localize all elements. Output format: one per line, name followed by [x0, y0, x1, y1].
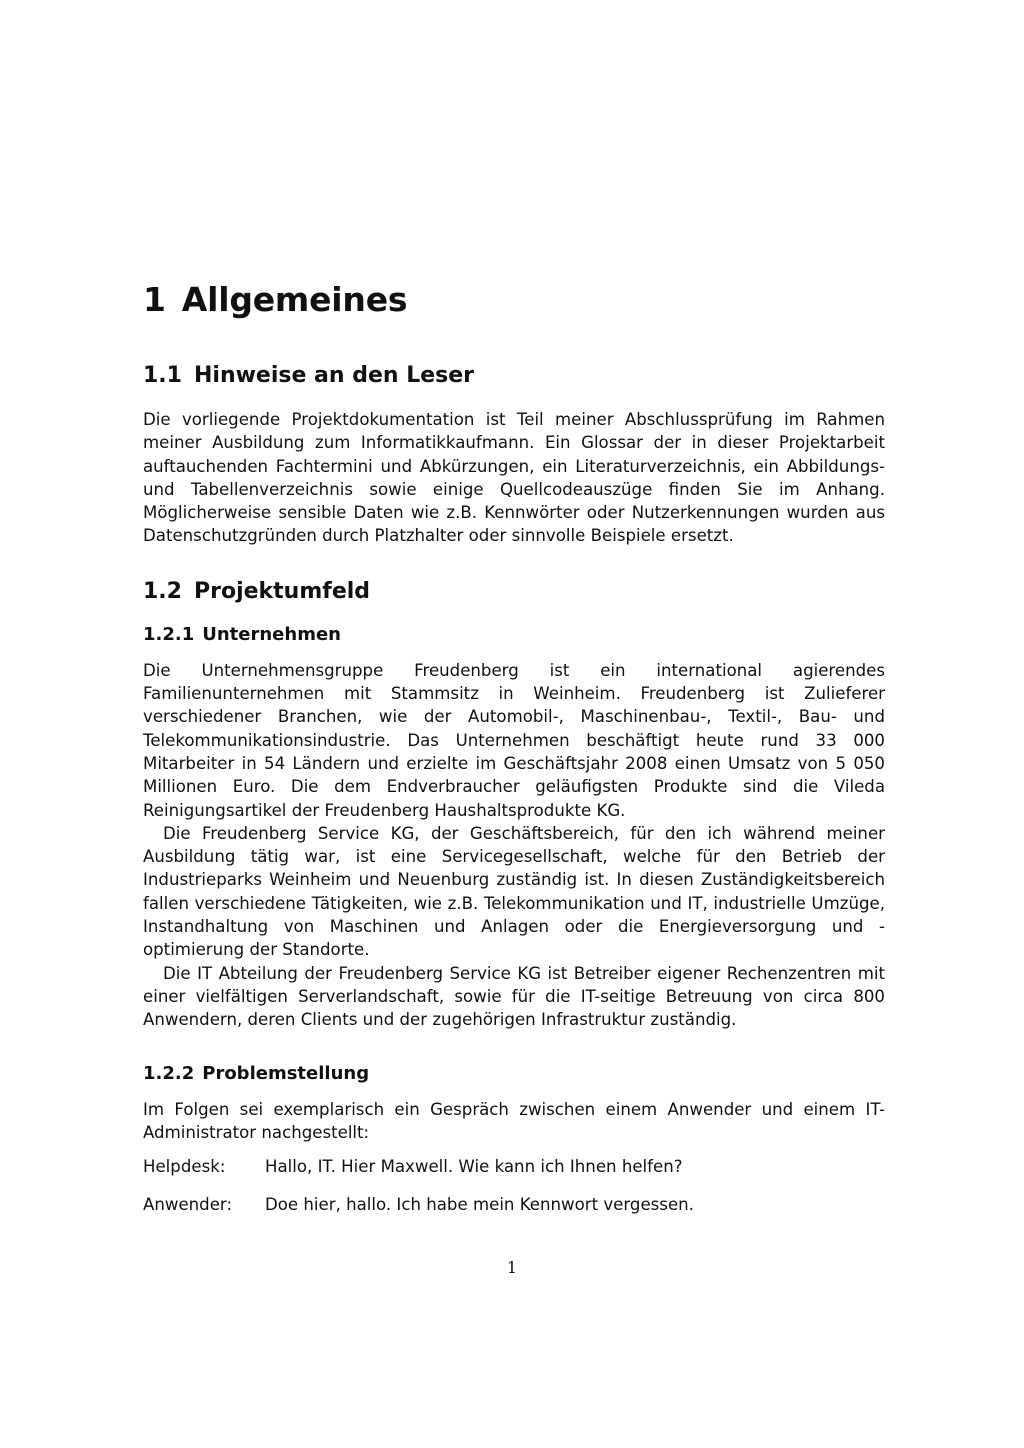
chapter-title: Allgemeines — [181, 280, 408, 319]
chapter-number: 1 — [143, 280, 166, 319]
dialog-line — [143, 1155, 885, 1178]
section-number: 1.2 — [143, 578, 182, 604]
section-heading-hinweise — [143, 363, 885, 389]
subsection-title: Unternehmen — [202, 623, 341, 645]
paragraph-problemstellung: Im Folgen sei exemplarisch ein Gespräch zwischen einem Anwender und einem IT-Administrator nachgestellt: — [143, 1099, 885, 1142]
dialog-speaker: Helpdesk: — [143, 1157, 226, 1177]
subsection-heading-problemstellung — [143, 1063, 885, 1085]
dialog-line — [143, 1193, 885, 1216]
page-number: 1 — [506, 1258, 518, 1277]
paragraph-unternehmen-2: Die Freudenberg Service KG, der Geschäftsbereich, für den ich während meiner Ausbildung tätig war, ist eine Servicegesellschaft, welche für den Betrieb der Industrieparks Weinheim und Neuenburg zuständig ist. In diesen Zuständigkeitsbereich fallen verschiedene Tätigkeiten, wie z.B. Telekommunikation und IT, industrielle Umzüge, Instandhaltung von Maschinen und Anlagen oder die Energieversorgung und -optimierung der Standorte. — [143, 823, 885, 960]
paragraph-unternehmen-1: Die Unternehmensgruppe Freudenberg ist ein international agierendes Familienunternehmen mit Stammsitz in Weinheim. Freudenberg ist Zulieferer verschiedener Branchen, wie der Automobil-, Maschinenbau-, Textil-, Bau- und Telekommunikationsindustrie. Das Unternehmen beschäftigt heute rund 33 000 Mitarbeiter in 54 Ländern und erzielte im Geschäftsjahr 2008 einen Umsatz von 5 050 Millionen Euro. Die dem Endverbraucher geläufigsten Produkte sind die Vileda Reinigungsartikel der Freudenberg Haushaltsprodukte KG. — [143, 660, 885, 820]
dialog-text: Doe hier, hallo. Ich habe mein Kennwort vergessen. — [265, 1195, 694, 1215]
section-number: 1.1 — [143, 363, 182, 388]
subsection-number: 1.2.2 — [143, 1062, 195, 1084]
subsection-number: 1.2.1 — [143, 623, 195, 645]
chapter-heading — [143, 282, 885, 318]
section-title: Hinweise an den Leser — [193, 363, 475, 388]
document-page — [143, 270, 885, 1232]
subsection-title: Problemstellung — [202, 1062, 370, 1084]
dialog-list — [143, 1155, 885, 1217]
dialog-text: Hallo, IT. Hier Maxwell. Wie kann ich Ihnen helfen? — [265, 1157, 683, 1177]
dialog-speaker: Anwender: — [143, 1195, 233, 1215]
paragraph-unternehmen-3: Die IT Abteilung der Freudenberg Service KG ist Betreiber eigener Rechenzentren mit einer vielfältigen Serverlandschaft, sowie für die IT-seitige Betreuung von circa 800 Anwendern, deren Clients und der zugehörigen Infrastruktur zuständig. — [143, 963, 885, 1030]
subsection-heading-unternehmen — [143, 624, 885, 646]
section-heading-projektumfeld — [143, 579, 885, 605]
section-title: Projektumfeld — [193, 578, 371, 604]
paragraph-hinweise: Die vorliegende Projektdokumentation ist Teil meiner Abschlussprüfung im Rahmen meiner Ausbildung zum Informatikkaufmann. Ein Glossar der in dieser Projektarbeit auftauchenden Fachtermini und Abkürzungen, ein Literaturverzeichnis, ein Abbildungs- und Tabellenverzeichnis sowie einige Quellcodeauszüge finden Sie im Anhang. Möglicherweise sensible Daten wie z.B. Kennwörter oder Nutzerkennungen wurden aus Datenschutzgründen durch Platzhalter oder sinnvolle Beispiele ersetzt. — [143, 410, 885, 546]
